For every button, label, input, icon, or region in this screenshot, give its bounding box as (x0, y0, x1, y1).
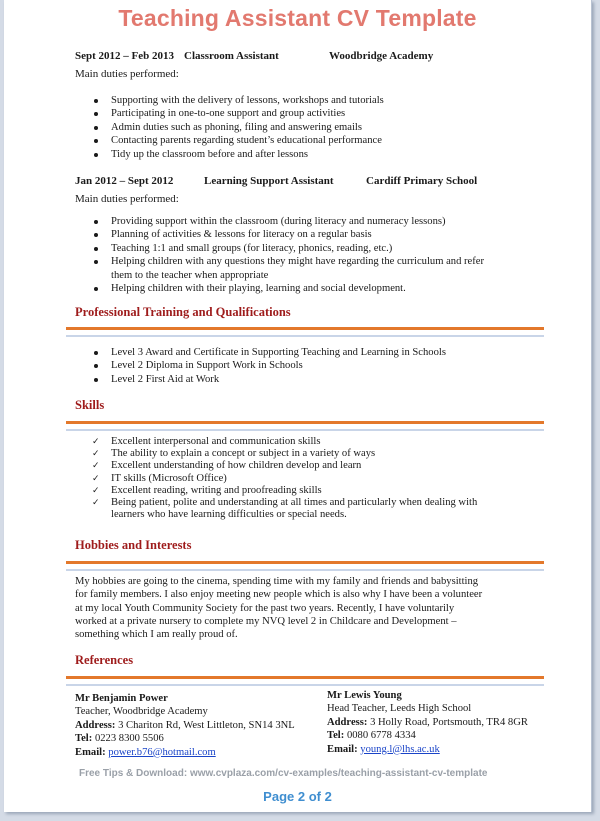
job-1-role: Classroom Assistant (184, 50, 279, 62)
reference-address: 3 Holly Road, Portsmouth, TR4 8GR (370, 716, 528, 728)
skill-item (92, 448, 477, 460)
list-item: Helping children with their playing, learning and social development. (111, 282, 484, 295)
list-item: Planning of activities & lessons for literacy on a regular basis (111, 228, 484, 241)
email-label: Email: (75, 746, 106, 758)
reference-email-row (327, 743, 528, 756)
reference-email-link[interactable]: power.b76@hotmail.com (108, 746, 216, 758)
job-1-employer: Woodbridge Academy (329, 50, 434, 62)
hobbies-line: something which I am really proud of. (75, 629, 238, 641)
skill-text: Excellent reading, writing and proofreading skills (111, 484, 322, 496)
list-item-continuation: them to the teacher when appropriate (111, 269, 269, 281)
tel-label: Tel: (75, 733, 93, 745)
skill-text: IT skills (Microsoft Office) (111, 472, 227, 484)
job-2-employer: Cardiff Primary School (366, 175, 478, 187)
reference-tel-row (327, 729, 528, 742)
list-item: Providing support within the classroom (during literacy and numeracy lessons) (111, 215, 484, 228)
reference-tel-row (75, 732, 295, 745)
hobbies-heading: Hobbies and Interests (75, 538, 192, 552)
reference-address-row (75, 719, 295, 732)
list-item: Admin duties such as phoning, filing and answering emails (111, 121, 384, 134)
check-icon: ✓ (92, 485, 100, 496)
section-divider-shadow (66, 335, 544, 337)
skill-text: Excellent understanding of how children develop and learn (111, 460, 362, 472)
cv-title: Teaching Assistant CV Template (118, 5, 477, 31)
section-divider-shadow (66, 429, 544, 431)
list-item: Helping children with any questions they might have regarding the curriculum and refer (111, 256, 485, 268)
check-icon: ✓ (92, 473, 100, 484)
list-item: Tidy up the classroom before and after lessons (111, 148, 384, 161)
reference-2 (327, 689, 528, 756)
job-2-duties-label: Main duties performed: (75, 193, 179, 205)
skill-text: The ability to explain a concept or subject in a variety of ways (111, 448, 376, 460)
address-label: Address: (327, 716, 368, 728)
document-page (4, 0, 592, 812)
list-item: Level 2 First Aid at Work (111, 373, 446, 386)
check-icon: ✓ (92, 437, 100, 447)
reference-tel: 0080 6778 4334 (346, 730, 416, 742)
reference-email-link[interactable]: young.l@lhs.ac.uk (360, 743, 440, 755)
section-divider (66, 327, 544, 330)
check-icon: ✓ (92, 461, 100, 472)
references-heading: References (75, 653, 134, 667)
check-icon: ✓ (92, 449, 100, 460)
job-1-duties-list (111, 94, 384, 161)
reference-position: Teacher, Woodbridge Academy (75, 706, 208, 718)
skill-text: learners who have learning difficulties or special needs. (111, 509, 347, 521)
tel-label: Tel: (327, 730, 345, 742)
check-icon: ✓ (92, 498, 100, 509)
skill-text: Excellent interpersonal and communication skills (111, 436, 321, 447)
list-item: Participating in one-to-one support and group activities (111, 107, 384, 120)
page-number: Page 2 of 2 (263, 789, 332, 804)
list-item: Supporting with the delivery of lessons, workshops and tutorials (111, 95, 384, 106)
job-1-dates: Sept 2012 – Feb 2013 (75, 50, 174, 62)
section-divider (66, 421, 544, 424)
job-2-role: Learning Support Assistant (204, 175, 334, 187)
hobbies-line: worked at a private nursery to complete my NVQ level 2 in Childcare and Development – (75, 615, 457, 627)
skill-item (92, 484, 477, 497)
reference-address: 3 Chariton Rd, West Littleton, SN14 3NL (118, 719, 295, 731)
list-item: Level 3 Award and Certificate in Supporting Teaching and Learning in Schools (111, 347, 446, 358)
skill-item (92, 436, 477, 448)
footer-tips-link[interactable]: www.cvplaza.com/cv-examples/teaching-assistant-cv-template (189, 768, 488, 779)
reference-email-row (75, 746, 295, 759)
hobbies-paragraph (75, 575, 515, 641)
section-divider (66, 561, 544, 564)
hobbies-line: for family members. I also enjoy meeting new people which is also why I have been a volunteer (75, 589, 483, 601)
skill-item (92, 472, 477, 485)
training-heading: Professional Training and Qualifications (75, 305, 291, 319)
job-2-duties-list (111, 215, 484, 295)
reference-name: Mr Benjamin Power (75, 693, 168, 704)
skill-text: Being patient, polite and understanding at all times and particularly when dealing with (111, 497, 478, 509)
reference-name: Mr Lewis Young (327, 690, 402, 701)
hobbies-line: at my local Youth Community Society for the past two years. Recently, I have voluntarily (75, 602, 455, 614)
job-2-dates: Jan 2012 – Sept 2012 (75, 175, 174, 187)
reference-position: Head Teacher, Leeds High School (327, 703, 472, 715)
footer-tips (79, 768, 487, 779)
email-label: Email: (327, 743, 358, 755)
skills-heading: Skills (75, 398, 105, 412)
list-item: Level 2 Diploma in Support Work in Schools (111, 359, 446, 372)
section-divider-shadow (66, 569, 544, 571)
skill-item (92, 497, 478, 509)
skills-list (92, 436, 478, 521)
reference-tel: 0223 8300 5506 (94, 733, 164, 745)
reference-address-row (327, 716, 528, 729)
hobbies-line: My hobbies are going to the cinema, spending time with my family and friends and babysitting (75, 576, 479, 587)
skill-item-continuation (111, 509, 477, 521)
list-item: Teaching 1:1 and small groups (for literacy, phonics, reading, etc.) (111, 242, 484, 255)
section-divider-shadow (66, 684, 544, 686)
training-list (111, 346, 446, 386)
address-label: Address: (75, 719, 116, 731)
reference-1 (75, 692, 295, 759)
job-1-duties-label: Main duties performed: (75, 68, 179, 80)
skill-item (92, 460, 477, 472)
section-divider (66, 676, 544, 679)
footer-tips-label: Free Tips & Download: (79, 768, 188, 779)
list-item: Contacting parents regarding student’s educational performance (111, 135, 382, 147)
